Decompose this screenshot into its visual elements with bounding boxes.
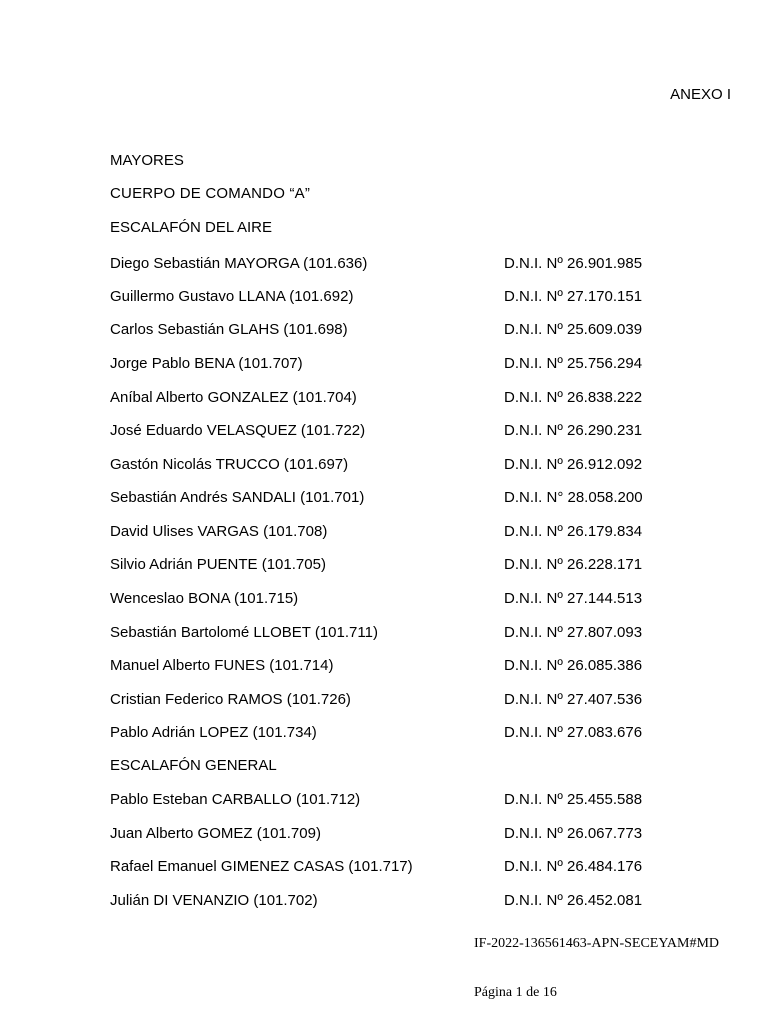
- person-name: David Ulises VARGAS (101.708): [110, 523, 328, 540]
- list-item: [110, 422, 670, 442]
- person-dni: D.N.I. Nº 26.067.773: [504, 825, 643, 842]
- person-dni: D.N.I. Nº 26.085.386: [504, 657, 643, 674]
- list-item: [110, 657, 670, 677]
- list-item: [110, 355, 670, 375]
- list-item: [110, 523, 670, 543]
- person-name: Diego Sebastián MAYORGA (101.636): [110, 255, 368, 272]
- person-dni: D.N.I. Nº 26.179.834: [504, 523, 643, 540]
- list-item: [110, 489, 670, 509]
- person-name: Aníbal Alberto GONZALEZ (101.704): [110, 389, 357, 406]
- person-name: Wenceslao BONA (101.715): [110, 590, 299, 607]
- person-name: Pablo Adrián LOPEZ (101.734): [110, 724, 317, 741]
- section-heading-aire: ESCALAFÓN DEL AIRE: [110, 219, 272, 236]
- person-name: José Eduardo VELASQUEZ (101.722): [110, 422, 366, 439]
- person-dni: D.N.I. N° 28.058.200: [504, 489, 643, 506]
- list-item: [110, 456, 670, 476]
- person-dni: D.N.I. Nº 26.901.985: [504, 255, 643, 272]
- section-heading-general: ESCALAFÓN GENERAL: [110, 757, 277, 774]
- person-name: Juan Alberto GOMEZ (101.709): [110, 825, 321, 842]
- person-name: Sebastián Bartolomé LLOBET (101.711): [110, 624, 378, 641]
- person-dni: D.N.I. Nº 25.756.294: [504, 355, 643, 372]
- person-name: Gastón Nicolás TRUCCO (101.697): [110, 456, 349, 473]
- person-dni: D.N.I. Nº 26.838.222: [504, 389, 643, 406]
- list-item: [110, 255, 670, 275]
- person-dni: D.N.I. Nº 27.407.536: [504, 691, 643, 708]
- rank-heading: MAYORES: [110, 152, 184, 169]
- person-name: Sebastián Andrés SANDALI (101.701): [110, 489, 365, 506]
- person-dni: D.N.I. Nº 25.455.588: [504, 791, 643, 808]
- list-item: [110, 691, 670, 711]
- person-dni: D.N.I. Nº 26.290.231: [504, 422, 643, 439]
- person-dni: D.N.I. Nº 26.912.092: [504, 456, 643, 473]
- list-item: [110, 321, 670, 341]
- person-dni: D.N.I. Nº 26.484.176: [504, 858, 643, 875]
- person-name: Jorge Pablo BENA (101.707): [110, 355, 303, 372]
- list-item: [110, 825, 670, 845]
- list-item: [110, 624, 670, 644]
- corps-heading: CUERPO DE COMANDO “A”: [110, 185, 311, 202]
- annex-title: ANEXO I: [670, 86, 731, 103]
- person-dni: D.N.I. Nº 27.083.676: [504, 724, 643, 741]
- document-id: IF-2022-136561463-APN-SECEYAM#MD: [474, 936, 720, 951]
- person-name: Carlos Sebastián GLAHS (101.698): [110, 321, 348, 338]
- list-item: [110, 858, 670, 878]
- person-name: Guillermo Gustavo LLANA (101.692): [110, 288, 354, 305]
- list-item: [110, 288, 670, 308]
- list-item: [110, 590, 670, 610]
- person-name: Silvio Adrián PUENTE (101.705): [110, 556, 326, 573]
- person-dni: D.N.I. Nº 25.609.039: [504, 321, 643, 338]
- list-item: [110, 791, 670, 811]
- list-item: [110, 556, 670, 576]
- person-dni: D.N.I. Nº 26.228.171: [504, 556, 643, 573]
- list-item: [110, 892, 670, 912]
- person-dni: D.N.I. Nº 27.144.513: [504, 590, 643, 607]
- person-name: Julián DI VENANZIO (101.702): [110, 892, 318, 909]
- person-name: Rafael Emanuel GIMENEZ CASAS (101.717): [110, 858, 413, 875]
- list-item: [110, 389, 670, 409]
- page-number: Página 1 de 16: [474, 985, 557, 1000]
- person-dni: D.N.I. Nº 27.807.093: [504, 624, 643, 641]
- person-name: Cristian Federico RAMOS (101.726): [110, 691, 351, 708]
- list-item: [110, 724, 670, 744]
- person-name: Pablo Esteban CARBALLO (101.712): [110, 791, 361, 808]
- person-dni: D.N.I. Nº 26.452.081: [504, 892, 643, 909]
- person-name: Manuel Alberto FUNES (101.714): [110, 657, 334, 674]
- person-dni: D.N.I. Nº 27.170.151: [504, 288, 643, 305]
